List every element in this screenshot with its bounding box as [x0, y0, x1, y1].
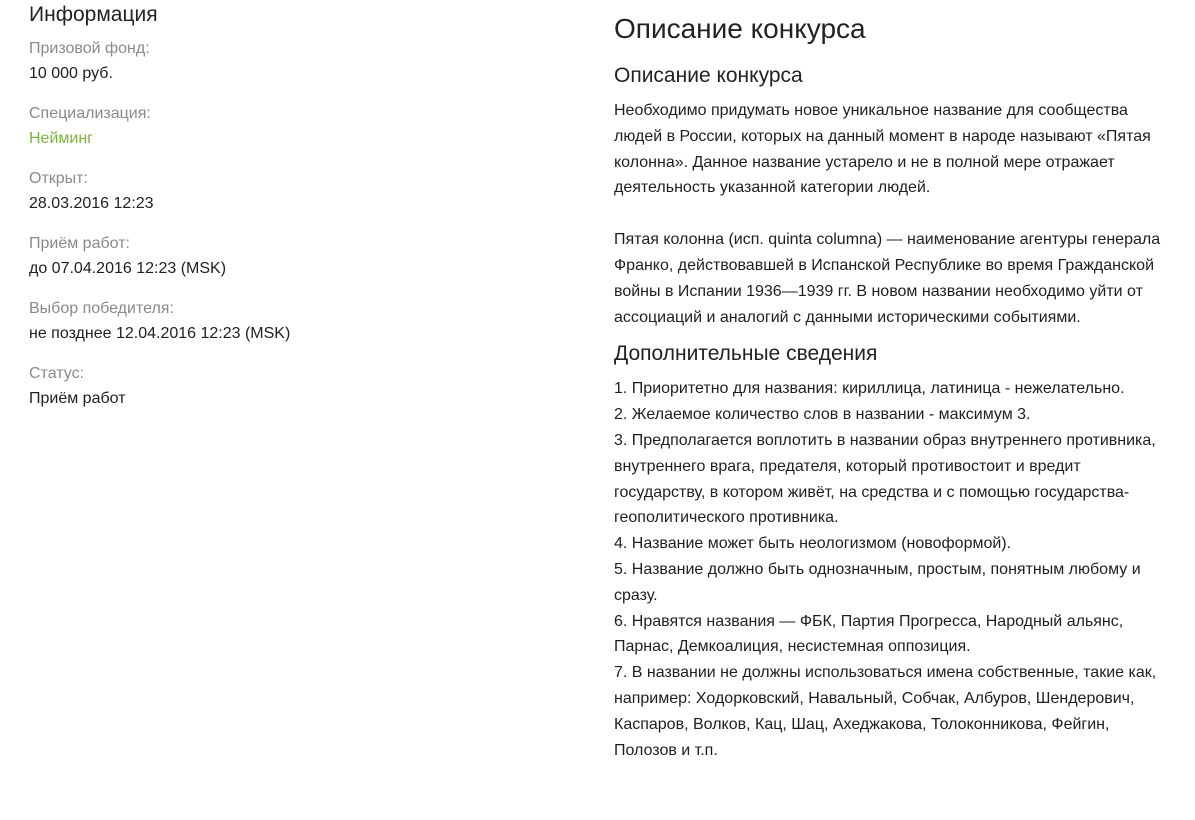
opened-item	[29, 167, 569, 217]
description-title: Описание конкурса	[614, 13, 866, 44]
description-section-title: Описание конкурса	[614, 64, 803, 87]
prize-fund-value: 10 000 руб.	[29, 65, 113, 82]
submission-item	[29, 232, 569, 282]
info-panel	[29, 0, 569, 427]
description-panel	[614, 10, 1174, 763]
winner-selection-label: Выбор победителя:	[29, 300, 174, 317]
list-item: 7. В названии не должны использоваться имена собственные, такие как, например: Ходорковский, Навальный, Собчак, Албуров, Шендерович, Каспаров, Волков, Кац, Шац, Ахеджакова, Толоконникова, Фейгин, Полозов и т.п.	[614, 664, 1157, 759]
specialization-label: Специализация:	[29, 105, 151, 122]
list-item: 2. Желаемое количество слов в названии - максимум 3.	[614, 406, 1031, 424]
list-item: 5. Название должно быть однозначным, простым, понятным любому и сразу.	[614, 560, 1141, 604]
specialization-item	[29, 102, 569, 152]
additional-info-title: Дополнительные сведения	[614, 342, 878, 366]
submission-label: Приём работ:	[29, 235, 130, 252]
prize-fund-item	[29, 37, 569, 87]
list-item: 1. Приоритетно для названия: кириллица, латиница - нежелательно.	[614, 380, 1125, 398]
specialization-link[interactable]: Нейминг	[29, 130, 93, 147]
status-value: Приём работ	[29, 390, 126, 407]
info-title: Информация	[29, 3, 158, 26]
list-item: 4. Название может быть неологизмом (новоформой).	[614, 535, 1012, 553]
winner-selection-item	[29, 297, 569, 347]
winner-selection-value: не позднее 12.04.2016 12:23 (MSK)	[29, 325, 291, 342]
description-paragraph-2: Пятая колонна (исп. quinta columna) — наименование агентуры генерала Франко, действовавшей в Испанской Республике во время Гражданской войны в Испании 1936—1939 гг. В новом названии необходимо уйти от ассоциаций и аналогий с данными историческими событиями.	[614, 231, 1161, 326]
status-label: Статус:	[29, 365, 85, 382]
opened-label: Открыт:	[29, 170, 88, 187]
additional-info-list	[614, 376, 1174, 763]
status-item	[29, 362, 569, 412]
opened-value: 28.03.2016 12:23	[29, 195, 154, 212]
submission-value: до 07.04.2016 12:23 (MSK)	[29, 260, 227, 277]
description-paragraph-1: Необходимо придумать новое уникальное название для сообщества людей в России, которых на данный момент в народе называют «Пятая колонна». Данное название устарело и не в полной мере отражает деятельность указанной категории людей.	[614, 102, 1151, 197]
prize-fund-label: Призовой фонд:	[29, 40, 150, 57]
list-item: 3. Предполагается воплотить в названии образ внутреннего противника, внутреннего врага, предателя, который противостоит и вредит государству, в котором живёт, на средства и с помощью государства-геополитического противника.	[614, 431, 1156, 527]
list-item: 6. Нравятся названия — ФБК, Партия Прогресса, Народный альянс, Парнас, Демкоалиция, несистемная оппозиция.	[614, 612, 1124, 656]
